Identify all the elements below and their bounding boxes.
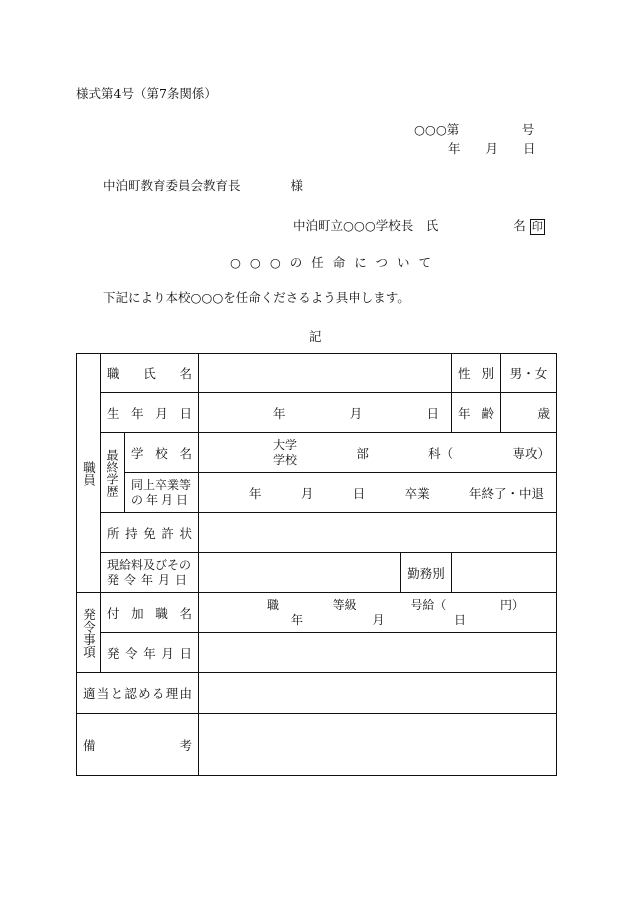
row-remarks <box>77 714 557 776</box>
field-remarks[interactable] <box>199 714 557 776</box>
field-name[interactable] <box>199 354 452 393</box>
label-career: 最終学歴 <box>101 433 125 513</box>
label-birth: 生 年 月 日 <box>101 393 199 433</box>
field-license[interactable] <box>199 513 557 553</box>
seal-mark: 印 <box>530 219 545 235</box>
label-age: 年 齢 <box>452 393 501 433</box>
field-age[interactable]: 歳 <box>501 393 557 433</box>
label-name: 職 氏 名 <box>101 354 199 393</box>
row-order-date <box>77 633 557 673</box>
document-date: 年 月 日 <box>448 141 536 156</box>
document-body: 下記により本校○○○を任命くださるよう具申します。 <box>103 290 410 305</box>
sender-name: 中泊町立○○○学校長 氏 名 <box>293 218 526 233</box>
label-remarks: 備 考 <box>77 714 199 776</box>
section-order: 発令事項 <box>77 593 101 673</box>
row-additional-position <box>77 593 557 633</box>
ki-label: 記 <box>309 329 322 344</box>
label-order-date: 発 令 年 月 日 <box>101 633 199 673</box>
field-gender[interactable]: 男・女 <box>501 354 557 393</box>
row-salary <box>77 553 557 593</box>
field-school[interactable]: 大学 学校 部 科（ 専攻） <box>199 433 557 473</box>
field-additional-position[interactable]: 職 等級 号給（ 円） 年 月 日 <box>199 593 557 633</box>
document-title: ○○○の任命について <box>230 255 440 270</box>
field-graduation[interactable]: 年 月 日 卒業 年終了・中退 <box>199 473 557 513</box>
row-name <box>77 354 557 393</box>
row-graduation <box>77 473 557 513</box>
field-reason[interactable] <box>199 673 557 714</box>
label-reason: 適 当 と 認 め る 理 由 <box>77 673 199 714</box>
form-number: 様式第4号（第7条関係） <box>76 86 217 101</box>
application-form-table <box>76 353 557 776</box>
section-staff: 職員 <box>77 354 101 593</box>
sender <box>293 219 545 235</box>
row-school <box>77 433 557 473</box>
document-number: ○○○第 号 <box>414 122 535 137</box>
field-order-date[interactable] <box>199 633 557 673</box>
label-license: 所 持 免 許 状 <box>101 513 199 553</box>
field-salary[interactable] <box>199 553 401 593</box>
row-reason <box>77 673 557 714</box>
field-birth[interactable]: 年 月 日 <box>199 393 452 433</box>
label-salary: 現給料及びその 発令年月日 <box>101 553 199 593</box>
label-additional-position: 付 加 職 名 <box>101 593 199 633</box>
addressee: 中泊町教育委員会教育長 様 <box>103 178 304 193</box>
row-license <box>77 513 557 553</box>
label-school: 学 校 名 <box>125 433 199 473</box>
label-gender: 性 別 <box>452 354 501 393</box>
label-graduation: 同上卒業等 の年月日 <box>125 473 199 513</box>
field-service[interactable] <box>452 553 557 593</box>
row-birth <box>77 393 557 433</box>
label-service: 勤務別 <box>401 553 452 593</box>
